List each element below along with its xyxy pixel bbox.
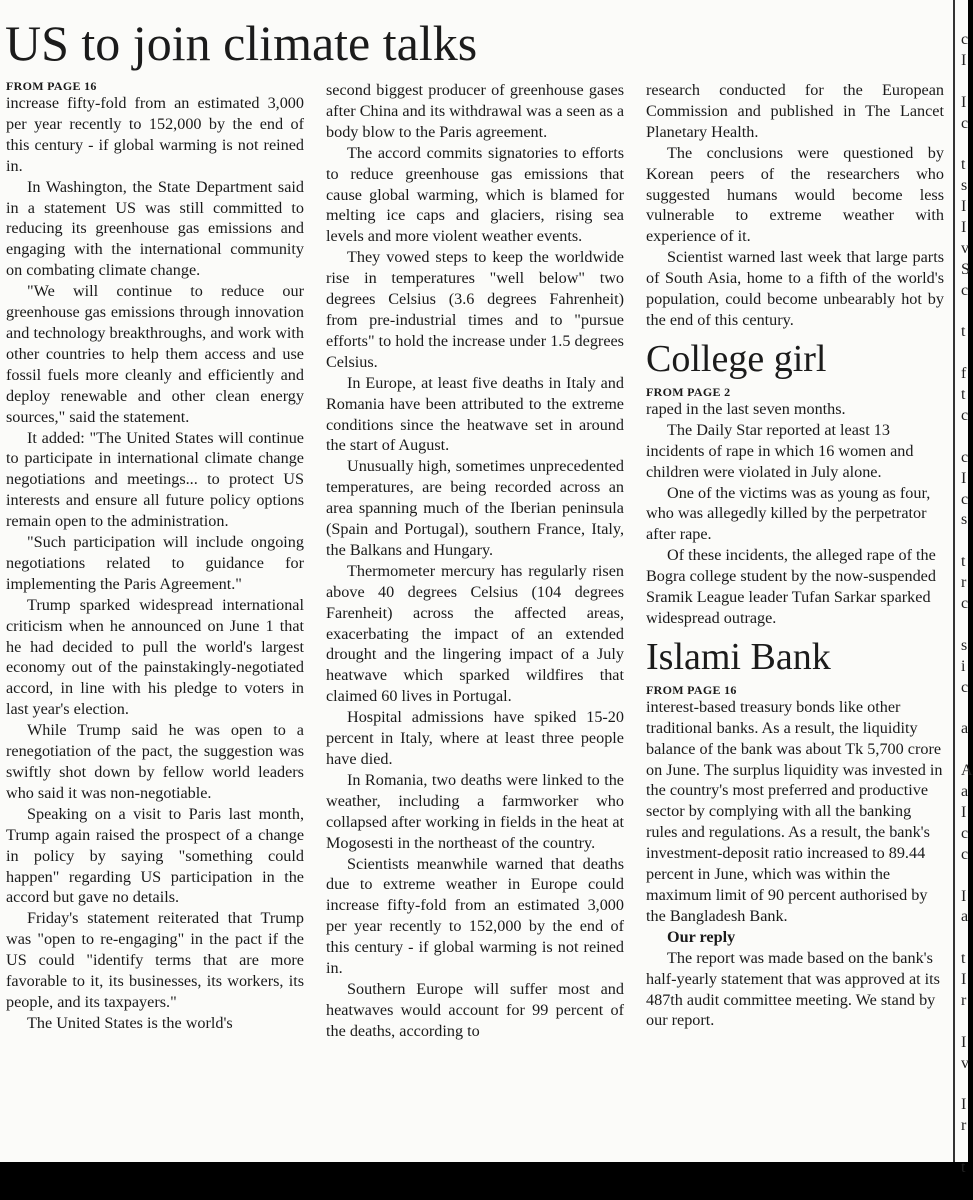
edge-letter (961, 531, 971, 552)
edge-letter: r (961, 574, 967, 592)
edge-letter: I (961, 51, 967, 69)
paragraph: Southern Europe will suffer most and heatwaves would account for 99 percent of the deaths, according to (326, 979, 624, 1040)
edge-letter (961, 427, 971, 448)
edge-letter: c (961, 407, 969, 425)
column-1 (6, 79, 304, 1034)
edge-letter: a (961, 908, 969, 926)
paragraph: Hospital admissions have spiked 15-20 percent in Italy, where at least three people have died. (326, 708, 624, 768)
from-page-label: FROM PAGE 16 (6, 79, 97, 93)
edge-letter: a (961, 783, 969, 801)
edge-letter: I (961, 219, 967, 237)
adjacent-column-edge (961, 30, 971, 1179)
paragraph: second biggest producer of greenhouse gases after China and its withdrawal was a seen as a body blow to the Paris agreement. (326, 81, 625, 141)
college-story (646, 335, 944, 629)
paragraph: In Europe, at least five deaths in Italy and Romania have been attributed to the extreme conditions since the heatwave set in around the start of August. (326, 373, 624, 455)
paragraph: In Romania, two deaths were linked to the weather, including a farmworker who collapsed after working in fields in the heat at Mogosesti in the northeast of the country. (326, 770, 624, 852)
column-3 (646, 80, 944, 1031)
paragraph: Of these incidents, the alleged rape of the Bogra college student by the now-suspended Sramik League leader Tufan Sarkar sparked widespread outrage. (646, 546, 936, 627)
edge-letter: f (961, 365, 967, 383)
edge-letter: I (961, 1033, 967, 1051)
paragraph: While Trump said he was open to a renegotiation of the pact, the suggestion was swiftly shot down by fellow world leaders who said it was non-negotiable. (6, 721, 304, 802)
paragraph: research conducted for the European Commission and published in The Lancet Planetary Health. (646, 81, 944, 141)
paragraph: Scientist warned last week that large parts of South Asia, home to a fifth of the world's population, could become unbearably hot by the end of this century. (646, 248, 944, 329)
edge-letter: A (961, 762, 973, 780)
edge-letter: c (961, 281, 969, 299)
edge-letter: c (961, 114, 969, 132)
paragraph: "Such participation will include ongoing negotiations related to guidance for implementing the Paris Agreement." (6, 533, 304, 593)
edge-letter (961, 1012, 971, 1033)
edge-letter (961, 699, 971, 720)
edge-letter: c (961, 595, 969, 613)
paragraph: The United States is the world's (27, 1013, 233, 1032)
edge-letter: v (961, 239, 969, 257)
edge-letter: I (961, 469, 967, 487)
college-headline: College girl (646, 337, 827, 380)
main-headline: US to join climate talks (5, 15, 478, 71)
paragraph: It added: "The United States will continue to participate in international climate change negotiations and meetings... to protect US interests and ensure all future policy options remain open to the administration. (6, 428, 304, 531)
paragraph: increase fifty-fold from an estimated 3,000 per year recently to 152,000 by the end of this century - if global warming is not reined in. (6, 94, 304, 175)
paragraph: The accord commits signatories to efforts to reduce greenhouse gas emissions that cause global warming, which is blamed for melting ice caps and glaciers, rising sea levels and more violent weather events. (326, 143, 624, 246)
edge-letter (961, 1075, 971, 1096)
paragraph: One of the victims was as young as four, who was allegedly killed by the perpetrator after rape. (646, 483, 931, 544)
edge-letter: c (961, 31, 969, 48)
edge-letter (961, 740, 971, 761)
paragraph: In Washington, the State Department said in a statement US was still committed to reducing its greenhouse gas emissions and engaging with the international community on combating climate change. (6, 177, 304, 280)
from-page-label: FROM PAGE 16 (646, 682, 737, 697)
edge-letter: r (961, 991, 967, 1009)
paragraph: Speaking on a visit to Paris last month, Trump again raised the prospect of a change in policy by saying "something could happen" regarding US participation in the accord but gave no details. (6, 804, 304, 907)
bank-headline: Islami Bank (646, 635, 831, 678)
edge-letter: I (961, 198, 967, 216)
edge-letter: s (961, 511, 968, 529)
from-page-label: FROM PAGE 2 (646, 384, 731, 399)
paragraph: They vowed steps to keep the worldwide rise in temperatures "well below" two degrees Celsius (3.6 degrees Fahrenheit) from pre-industrial times and to "pursue efforts" to hold the increase under 1.5 degrees Celsius. (326, 248, 624, 371)
edge-letter: c (961, 824, 969, 842)
edge-letter: t (961, 553, 966, 571)
edge-letter: s (961, 636, 968, 654)
edge-letter: t (961, 1159, 966, 1177)
column-2 (326, 80, 624, 1042)
edge-letter: v (961, 1054, 969, 1072)
edge-letter: c (961, 678, 969, 696)
paragraph: Unusually high, sometimes unprecedented temperatures, are being recorded across an area spanning much of the Iberian peninsula (Spain and Portugal), southern France, Italy, the Balkans and Hungary. (326, 457, 624, 559)
edge-letter: I (961, 803, 967, 821)
edge-letter (961, 302, 971, 323)
paragraph: raped in the last seven months. (646, 399, 846, 418)
edge-letter: I (961, 971, 967, 989)
edge-letter (961, 72, 971, 93)
edge-letter: I (961, 1096, 967, 1114)
edge-letter: i (961, 657, 966, 675)
paragraph: The conclusions were questioned by Korean peers of the researchers who suggested humans would become less vulnerable to extreme weather with experience of it. (646, 143, 944, 246)
edge-letter: c (961, 448, 969, 466)
edge-letter (961, 866, 971, 887)
edge-letter (961, 615, 971, 636)
edge-letter: s (961, 177, 968, 195)
paragraph: The Daily Star reported at least 13 incidents of rape in which 16 women and children were violated in July alone. (646, 420, 914, 481)
edge-letter: I (961, 93, 967, 111)
paragraph: Scientists meanwhile warned that deaths due to extreme weather in Europe could increase fifty-fold from an estimated 3,000 per year recently to 152,000 by the end of this century - if global warming is not reined in. (326, 854, 624, 978)
edge-letter (961, 134, 971, 155)
edge-letter (961, 928, 971, 949)
column-divider (953, 0, 955, 1162)
paragraph: Trump sparked widespread international criticism when he announced on June 1 that he had decided to pull the world's largest economy out of the painstakingly-negotiated accord, in line with his pledge to voters in last year's election. (6, 595, 304, 719)
edge-letter: t (961, 386, 966, 404)
paragraph: The report was made based on the bank's half-yearly statement that was approved at its 487th audit committee meeting. We stand by our report. (646, 948, 940, 1030)
edge-letter: t (961, 323, 966, 341)
edge-letter: I (961, 887, 967, 905)
paragraph: interest-based treasury bonds like other traditional banks. As a result, the liquidity balance of the bank was about Tk 5,700 crore on June. The surplus liquidity was invested in the country's most preferred and productive sector by complying with all the banking rules and regulations. As a result, the bank's investment-deposit ratio increased to 89.44 percent in June, which was within the maximum limit of 90 percent authorised by the Bangladesh Bank. (646, 697, 943, 925)
edge-letter: t (961, 950, 966, 968)
edge-letter: r (961, 1117, 967, 1135)
edge-letter: S (961, 260, 970, 278)
paragraph: Thermometer mercury has regularly risen above 40 degrees Celsius (104 degrees Farenheit) across the affected areas, exacerbating the impact of an extended drought and the lingering impact of a July heatwave which sparked wildfires that claimed 60 lives in Portugal. (326, 561, 624, 706)
edge-letter: a (961, 720, 969, 738)
edge-letter: c (961, 490, 969, 508)
edge-letter (961, 343, 971, 364)
edge-letter (961, 1137, 971, 1158)
bank-story (646, 633, 944, 1032)
edge-letter: t (961, 156, 966, 174)
subhead: Our reply (667, 927, 736, 946)
paragraph: Friday's statement reiterated that Trump was "open to re-engaging" in the pact if the US could "identify terms that are more favorable to it, its businesses, its workers, its people, and its taxpayers." (6, 909, 304, 1011)
paragraph: "We will continue to reduce our greenhouse gas emissions through innovation and technology breakthroughs, and work with other countries to help them access and use fossil fuels more cleanly and efficiently and deploy renewable and other clean energy sources," said the statement. (6, 282, 304, 426)
edge-letter: c (961, 845, 969, 863)
